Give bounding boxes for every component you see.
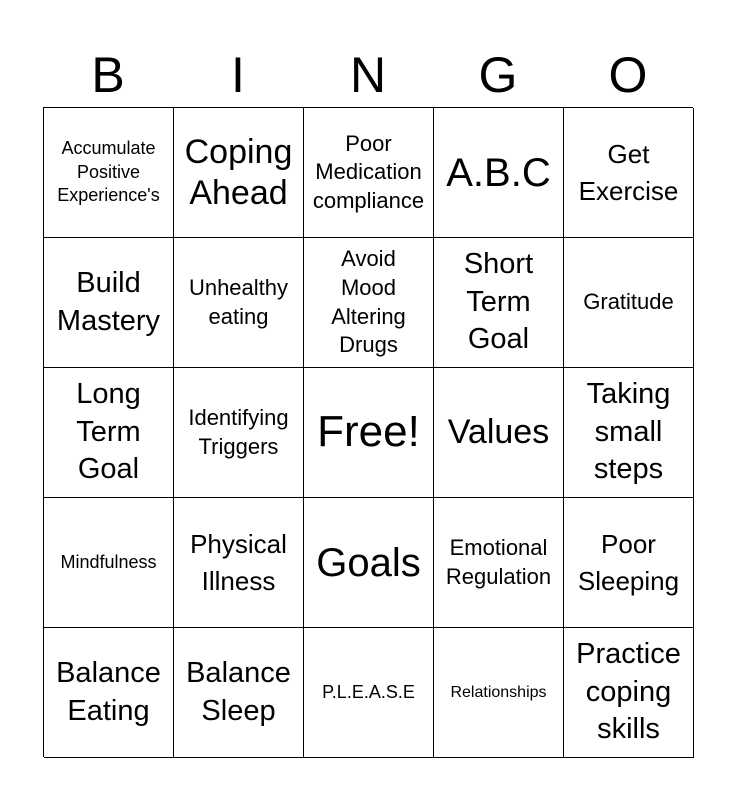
bingo-cell: Relationships xyxy=(434,628,564,758)
bingo-cell: Physical Illness xyxy=(174,498,304,628)
bingo-cell: Avoid Mood Altering Drugs xyxy=(304,238,434,368)
header-letter-b: B xyxy=(91,47,125,103)
header-letter-g: G xyxy=(478,47,518,103)
bingo-cell: Taking small steps xyxy=(564,368,694,498)
bingo-cell: Mindfulness xyxy=(44,498,174,628)
bingo-cell: Practice coping skills xyxy=(564,628,694,758)
bingo-cell: P.L.E.A.S.E xyxy=(304,628,434,758)
header-letter-n: N xyxy=(349,47,387,103)
bingo-cell-free: Free! xyxy=(304,368,434,498)
bingo-cell: Build Mastery xyxy=(44,238,174,368)
bingo-cell: Coping Ahead xyxy=(174,108,304,238)
header-letter-i: I xyxy=(231,47,245,103)
bingo-cell: Identifying Triggers xyxy=(174,368,304,498)
bingo-cell: Emotional Regulation xyxy=(434,498,564,628)
bingo-cell: Long Term Goal xyxy=(44,368,174,498)
bingo-cell: Values xyxy=(434,368,564,498)
bingo-board xyxy=(43,107,693,757)
bingo-header xyxy=(43,44,693,106)
bingo-cell: A.B.C xyxy=(434,108,564,238)
bingo-cell: Short Term Goal xyxy=(434,238,564,368)
bingo-cell: Poor Medication compliance xyxy=(304,108,434,238)
bingo-cell: Accumulate Positive Experience's xyxy=(44,108,174,238)
bingo-cell: Balance Sleep xyxy=(174,628,304,758)
bingo-cell: Gratitude xyxy=(564,238,694,368)
bingo-cell: Unhealthy eating xyxy=(174,238,304,368)
header-letter-o: O xyxy=(608,47,648,103)
bingo-cell: Get Exercise xyxy=(564,108,694,238)
bingo-cell: Poor Sleeping xyxy=(564,498,694,628)
bingo-cell: Goals xyxy=(304,498,434,628)
bingo-cell: Balance Eating xyxy=(44,628,174,758)
